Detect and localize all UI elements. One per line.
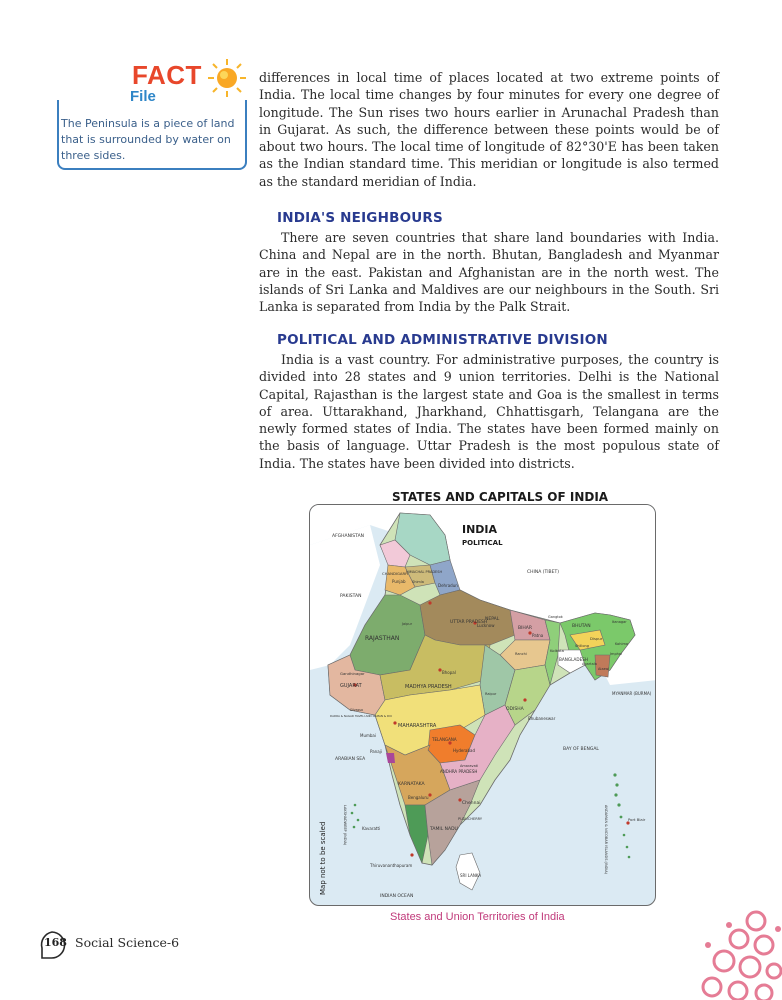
indian-ocean-label: INDIAN OCEAN	[380, 894, 414, 899]
scale-note: Map not to be scaled	[319, 821, 327, 895]
neighbours-heading: INDIA'S NEIGHBOURS	[277, 210, 443, 226]
odisha-label: ODISHA	[506, 707, 524, 712]
book-title: Social Science-6	[75, 935, 180, 950]
arabian-sea-label: ARABIAN SEA	[335, 757, 366, 762]
silvassa-label: Silvassa	[350, 708, 363, 712]
goa-region	[386, 753, 395, 763]
political-heading: POLITICAL AND ADMINISTRATIVE DIVISION	[277, 332, 608, 348]
bangladesh-label: BANGLADESH	[559, 657, 589, 662]
map-heading: INDIA	[462, 523, 498, 536]
port-blair-label: Port Blair	[628, 817, 646, 822]
china-label: CHINA (TIBET)	[527, 570, 559, 575]
gujarat-label: GUJARAT	[340, 683, 362, 689]
kolkata-label: Kolkata	[550, 648, 564, 653]
political-paragraph	[259, 351, 719, 472]
intro-paragraph: differences in local time of places located at two extreme points of India. The local time changes by four minutes for every one degree of longitude. The Sun rises two hours earlier in Arunachal Pradesh than in Gujarat. As such, the difference between these points would be of about two hours. The local time of longitude of 82°30'E has been taken as the Indian standard time. This meridian or longitude is also termed as the standard meridian of India.	[259, 70, 719, 189]
myanmar-label: MYANMAR (BURMA)	[612, 691, 652, 696]
chennai-label: Chennai	[462, 801, 481, 806]
maharashtra-label: MAHARASHTRA	[398, 723, 437, 729]
shimla-label: Shimla	[412, 580, 424, 584]
map-drawing	[310, 505, 656, 906]
raipur-label: Raipur	[485, 692, 497, 696]
bengaluru-label: Bengaluru	[408, 795, 429, 800]
hyderabad-label: Hyderabad	[453, 748, 475, 753]
neighbours-paragraph	[259, 229, 719, 315]
afghanistan-label: AFGHANISTAN	[332, 534, 365, 539]
sri-lanka-label: SRI LANKA	[460, 873, 482, 878]
himachal-label: HIMACHAL PRADESH	[406, 570, 443, 574]
neighbours-text: There are seven countries that share land boundaries with India. China and Nepal are in the north. Bhutan, Bangladesh and Myanmar are in the east. Pakistan and Afghanistan are in the north west. The islands of Sri Lanka and Maldives are our neighbours in the South. Sri Lanka is separated from India by the Palk Strait.	[259, 230, 719, 315]
bay-of-bengal-label: BAY OF BENGAL	[563, 747, 599, 752]
bihar-label: BIHAR	[518, 626, 533, 631]
bhopal-label: Bhopal	[442, 670, 456, 675]
lucknow-label: Lucknow	[477, 623, 495, 628]
bubble-decoration	[694, 905, 782, 1000]
andhra-pradesh-label: ANDHRA PRADESH	[440, 769, 478, 774]
uttar-pradesh-label: UTTAR PRADESH	[450, 620, 488, 625]
thiruvananthapuram-label: Thiruvananthapuram	[370, 863, 413, 868]
patna-label: Patna	[532, 633, 544, 638]
telangana-label: TELANGANA	[432, 737, 457, 742]
mizoram-region	[595, 655, 610, 677]
imphal-label: Imphal	[610, 652, 622, 656]
fact-file-subtitle: File	[130, 88, 156, 105]
gangtok-label: Gangtok	[548, 615, 563, 619]
dehradun-label: Dehradun	[438, 583, 458, 588]
karnataka-label: KARNATAKA	[398, 782, 425, 787]
sri-lanka-land	[456, 853, 480, 890]
daman-diu-label: DADRA & NAGAR HAVELI AND DAMAN & DIU	[330, 714, 393, 718]
rajasthan-label: RAJASTHAN	[365, 635, 400, 642]
chandigarh-label: CHANDIGARH	[382, 571, 409, 576]
amaravati-label: Amaravati	[460, 764, 479, 768]
mumbai-label: Mumbai	[360, 733, 376, 738]
shillong-label: Shillong	[575, 644, 589, 648]
andaman-label: ANDAMAN & NICOBAR ISLANDS (INDIA)	[604, 805, 608, 875]
panaji-label: Panaji	[370, 749, 382, 754]
india-political-map	[309, 504, 656, 906]
map-caption: States and Union Territories of India	[390, 911, 565, 923]
andaman-islands	[613, 773, 630, 858]
gandhinagar-label: Gandhinagar	[340, 671, 365, 676]
madhya-pradesh-label: MADHYA PRADESH	[405, 684, 452, 690]
sun-icon	[207, 58, 247, 98]
map-title: STATES AND CAPITALS OF INDIA	[392, 490, 609, 504]
fact-file-box	[57, 56, 247, 171]
political-text: India is a vast country. For administrative purposes, the country is divided into 28 states and 9 union territories. Delhi is the National Capital, Rajasthan is the largest state and Goa is the smallest in terms of area. Uttarakhand, Jharkhand, Chhattisgarh, Telangana are the newly formed states of India. The states have been formed mainly on the basis of language. Uttar Pradesh is the most populous state of India. The states have been divided into districts.	[259, 352, 719, 471]
tamil-nadu-label: TAMIL NADU	[430, 827, 458, 832]
itanagar-label: Itanagar	[612, 620, 627, 624]
ranchi-label: Ranchi	[515, 652, 527, 656]
kavaratti-label: Kavaratti	[362, 826, 381, 831]
bhutan-label: BHUTAN	[572, 624, 591, 629]
dispur-label: Dispur	[590, 636, 603, 641]
nepal-label: NEPAL	[485, 617, 500, 622]
puducherry-label: PUDUCHERRY	[458, 817, 482, 821]
fact-file-text: The Peninsula is a piece of land that is surrounded by water on three sides.	[61, 117, 235, 162]
pakistan-label: PAKISTAN	[340, 594, 362, 599]
jaipur-label: Jaipur	[402, 622, 413, 626]
aizawl-label: Aizawl	[598, 667, 610, 671]
kohima-label: Kohima	[615, 642, 629, 646]
bhubaneswar-label: Bhubaneswar	[528, 716, 556, 721]
lakshadweep-islands	[351, 804, 360, 829]
punjab-label: Punjab	[392, 579, 406, 584]
map-subheading: POLITICAL	[462, 539, 503, 547]
fact-file-title: FACT	[132, 60, 202, 90]
lakshadweep-label: LAKSHADWEEP (INDIA)	[343, 805, 347, 846]
page-number: 168	[44, 936, 67, 949]
agartala-label: Agartala	[582, 662, 597, 666]
